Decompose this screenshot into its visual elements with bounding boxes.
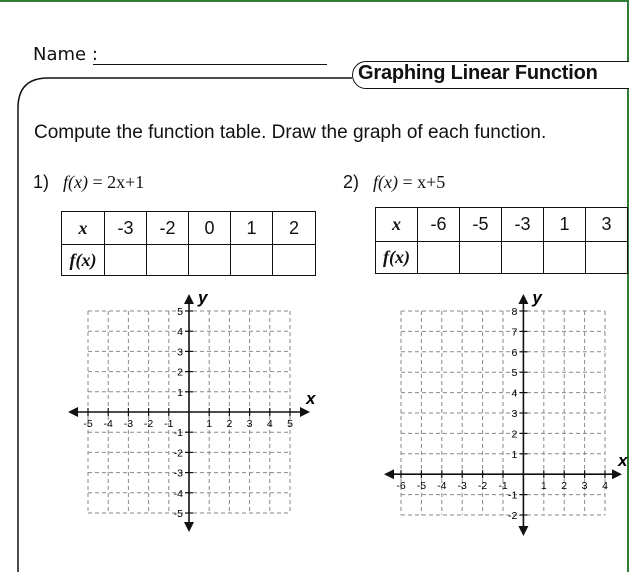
x-tick-label: -4: [103, 418, 113, 430]
y-axis-label: y: [532, 288, 542, 307]
instructions: Compute the function table. Draw the graph of each function.: [34, 122, 547, 143]
x-value-cell: -3: [502, 208, 544, 242]
equals-sign: =: [398, 172, 418, 192]
function-expression: 2x+1: [107, 172, 145, 192]
x-tick-label: 3: [246, 418, 253, 430]
x-value-cell: -2: [147, 212, 189, 245]
equals-sign: =: [88, 172, 108, 192]
x-tick-label: -1: [498, 480, 508, 493]
x-tick-label: -3: [457, 480, 467, 493]
y-tick-label: -3: [173, 467, 183, 480]
y-tick-label: 3: [177, 346, 183, 359]
y-tick-label: 4: [177, 326, 183, 339]
y-tick-label: 1: [511, 448, 518, 461]
page-title: Graphing Linear Function: [358, 62, 598, 84]
y-tick-label: 6: [511, 346, 518, 359]
table-header-x: x: [376, 208, 418, 242]
problem-number: 1): [33, 172, 50, 192]
x-tick-label: 3: [581, 480, 588, 493]
x-tick-label: -4: [437, 480, 447, 493]
y-tick-label: 5: [511, 367, 518, 380]
x-value-cell: 0: [189, 212, 231, 245]
x-tick-label: -2: [143, 418, 154, 430]
name-label: Name :: [33, 44, 98, 65]
x-value-cell: 1: [544, 208, 586, 242]
y-axis-label: y: [198, 288, 208, 307]
x-tick-label: 2: [561, 480, 568, 493]
function-name: f(x): [63, 172, 88, 192]
table-header-x: x: [62, 212, 105, 245]
x-tick-label: -3: [123, 418, 134, 430]
x-axis-right-arrow-icon: [612, 469, 622, 479]
x-tick-label: 2: [226, 418, 233, 430]
table-header-fx: f(x): [376, 242, 418, 274]
x-tick-label: 4: [266, 418, 273, 430]
x-tick-label: -1: [164, 418, 174, 430]
x-value-cell: 3: [586, 208, 628, 242]
y-tick-label: 5: [177, 306, 183, 318]
x-tick-label: -5: [83, 418, 93, 430]
x-tick-label: -2: [477, 480, 488, 493]
problem-number: 2): [343, 172, 360, 192]
x-tick-label: -5: [416, 480, 427, 493]
x-tick-label: -6: [396, 480, 406, 493]
x-value-cell: -6: [418, 208, 460, 242]
y-axis-down-arrow-icon: [518, 526, 528, 536]
y-tick-label: -4: [173, 487, 183, 500]
y-tick-label: 2: [177, 366, 183, 379]
x-tick-label: 1: [540, 480, 547, 493]
x-tick-label: 5: [287, 418, 293, 430]
y-tick-label: 7: [511, 326, 518, 339]
x-value-cell: -5: [460, 208, 502, 242]
x-value-cell: 1: [231, 212, 273, 245]
x-tick-label: 4: [602, 480, 608, 493]
x-axis-left-arrow-icon: [384, 469, 394, 479]
x-value-cell: 2: [273, 212, 316, 245]
y-tick-label: 2: [511, 428, 518, 441]
y-tick-label: -1: [508, 489, 518, 502]
y-tick-label: -5: [173, 508, 183, 520]
y-tick-label: 1: [177, 386, 183, 399]
table-header-fx: f(x): [62, 245, 105, 276]
y-tick-label: 4: [511, 387, 518, 400]
function-name: f(x): [373, 172, 398, 192]
function-expression: x+5: [417, 172, 446, 192]
y-tick-label: -1: [173, 427, 183, 440]
y-tick-label: -2: [173, 447, 183, 460]
y-axis-up-arrow-icon: [518, 294, 528, 304]
x-axis-label: x: [306, 389, 316, 408]
x-tick-label: 1: [206, 418, 213, 430]
x-axis-label: x: [618, 451, 628, 471]
x-value-cell: -3: [105, 212, 147, 245]
y-tick-label: 3: [511, 408, 518, 420]
y-tick-label: 8: [511, 306, 518, 318]
y-tick-label: -2: [508, 510, 518, 522]
